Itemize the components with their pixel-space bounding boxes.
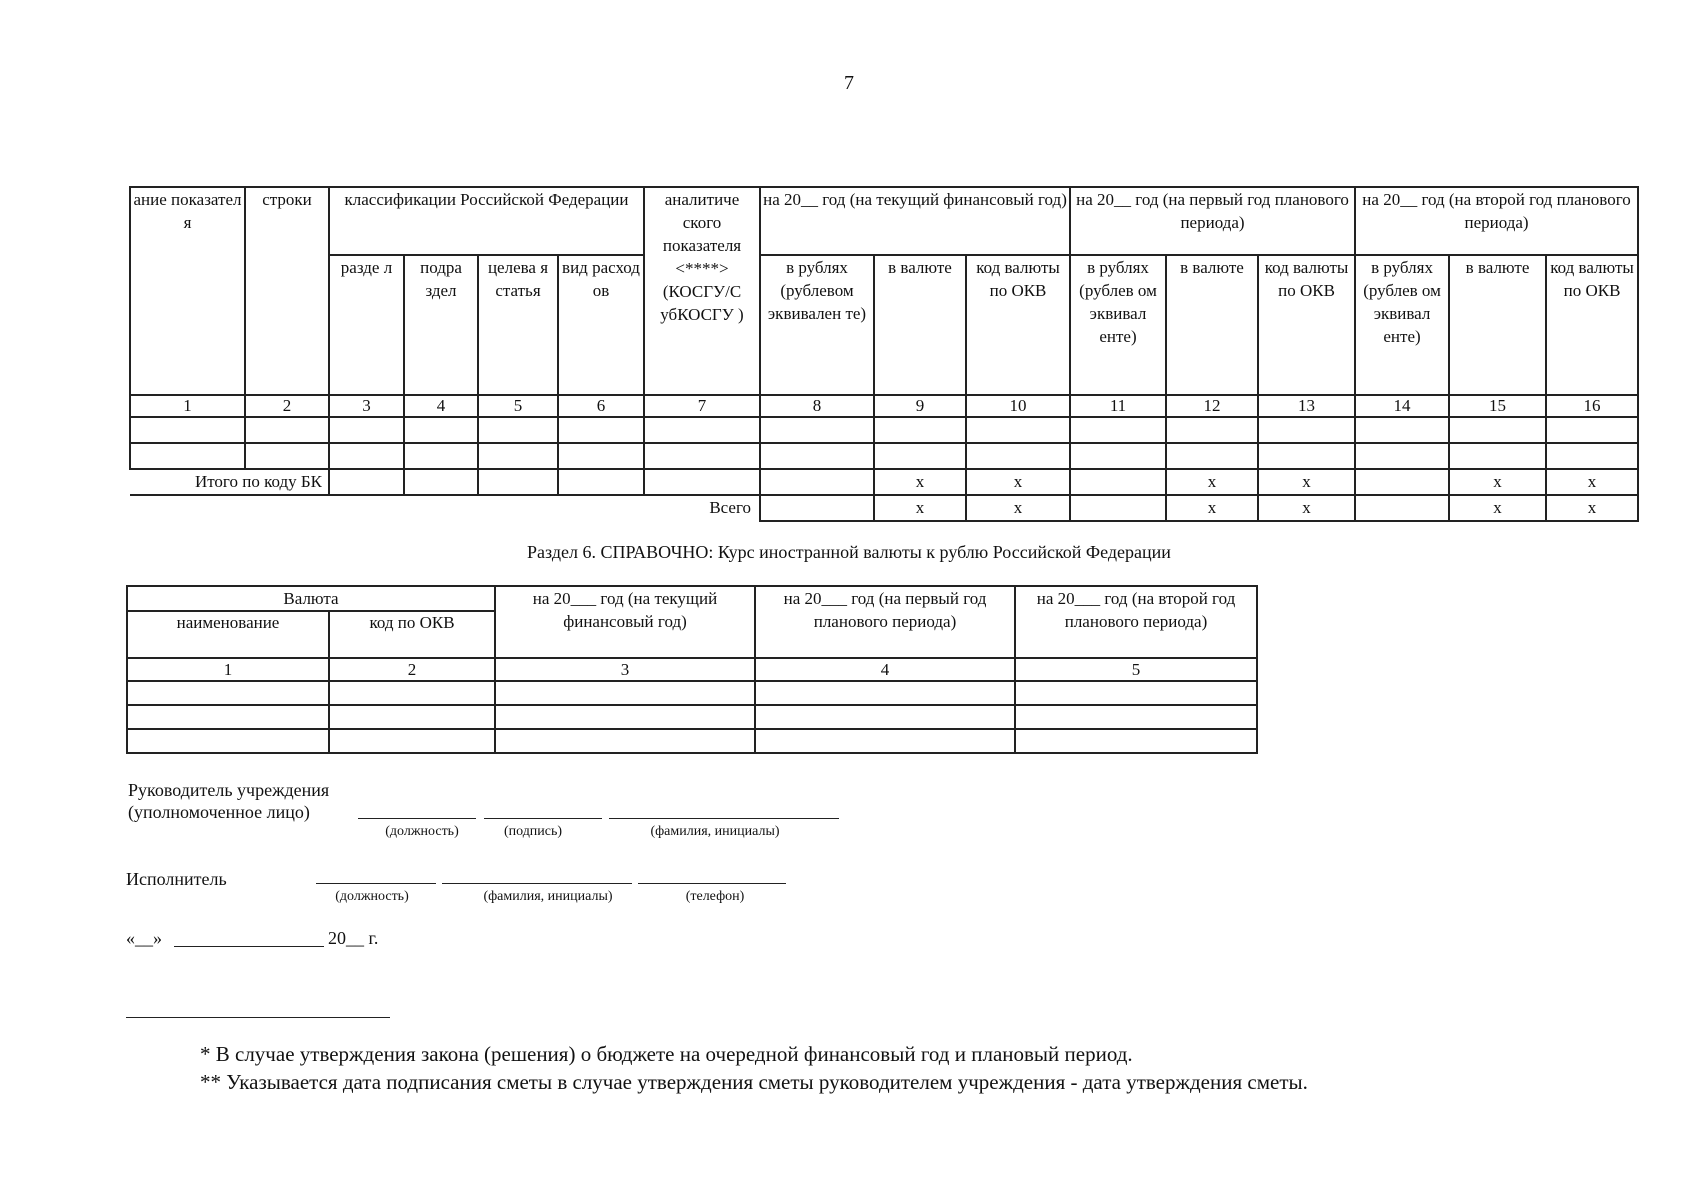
col-year1-header: на 20__ год (на текущий финансовый год) xyxy=(760,187,1070,255)
table-cell[interactable] xyxy=(1166,443,1258,469)
table-cell[interactable] xyxy=(755,729,1015,753)
table-cell[interactable] xyxy=(495,681,755,705)
col-indicator-name-header: ание показател я xyxy=(130,187,245,395)
table-cell[interactable] xyxy=(404,469,478,495)
column-number-row xyxy=(130,395,1638,417)
column-number-row xyxy=(127,658,1257,681)
table-cell[interactable] xyxy=(329,729,495,753)
table-cell[interactable] xyxy=(874,443,966,469)
table-cell[interactable] xyxy=(478,417,558,443)
table-cell[interactable] xyxy=(478,469,558,495)
x-mark: x xyxy=(1546,495,1638,521)
currency-name-header: наименование xyxy=(127,611,329,658)
table-cell[interactable] xyxy=(329,417,404,443)
table-cell[interactable] xyxy=(329,705,495,729)
table-cell[interactable] xyxy=(478,443,558,469)
footnote-2: ** Указывается дата подписания сметы в случае утверждения сметы руководителем учреждения - дата утверждения сметы. xyxy=(200,1070,1308,1094)
table-cell[interactable] xyxy=(558,469,644,495)
column-number: 11 xyxy=(1070,395,1166,417)
table-cell[interactable] xyxy=(760,469,874,495)
rate-year2-header: на 20___ год (на первый год планового периода) xyxy=(755,586,1015,658)
column-number: 16 xyxy=(1546,395,1638,417)
table-cell[interactable] xyxy=(1015,729,1257,753)
column-number: 14 xyxy=(1355,395,1449,417)
vsego-row xyxy=(130,495,1638,521)
executor-label: Исполнитель xyxy=(126,869,227,889)
rate-year1-header: на 20___ год (на текущий финансовый год) xyxy=(495,586,755,658)
footnote-1: * В случае утверждения закона (решения) о бюджете на очередной финансовый год и плановый период. xyxy=(200,1042,1133,1066)
table-cell[interactable] xyxy=(245,443,329,469)
executor-name-caption: (фамилия, инициалы) xyxy=(483,889,613,904)
table-cell[interactable] xyxy=(1449,443,1546,469)
date-day: «__» xyxy=(126,928,162,948)
column-number: 15 xyxy=(1449,395,1546,417)
column-number: 10 xyxy=(966,395,1070,417)
section6-title: Раздел 6. СПРАВОЧНО: Курс иностранной валюты к рублю Российской Федерации xyxy=(527,542,1171,562)
head-name-caption: (фамилия, инициалы) xyxy=(650,824,780,839)
head-label-line1: Руководитель учреждения xyxy=(128,780,330,800)
col-year1-rub-header: в рублях (рублевом эквивален те) xyxy=(760,255,874,395)
column-number: 5 xyxy=(1015,658,1257,681)
column-number: 2 xyxy=(329,658,495,681)
executor-phone-caption: (телефон) xyxy=(685,889,745,904)
table-cell[interactable] xyxy=(1070,443,1166,469)
col-analytic-header: аналитиче ского показателя <****> (КОСГУ/С убКОСГУ ) xyxy=(644,187,760,395)
table-cell[interactable] xyxy=(1070,417,1166,443)
table-cell[interactable] xyxy=(127,729,329,753)
col-year3-header: на 20__ год (на второй год планового периода) xyxy=(1355,187,1638,255)
col-classification-header: классификации Российской Федерации xyxy=(329,187,644,255)
column-number: 13 xyxy=(1258,395,1355,417)
col-year2-code-header: код валюты по ОКВ xyxy=(1258,255,1355,395)
column-number: 4 xyxy=(755,658,1015,681)
table-cell[interactable] xyxy=(1449,417,1546,443)
head-signature-caption: (подпись) xyxy=(503,824,563,839)
table-cell[interactable] xyxy=(404,443,478,469)
table-cell[interactable] xyxy=(329,469,404,495)
table-cell[interactable] xyxy=(495,705,755,729)
table-cell[interactable] xyxy=(558,443,644,469)
table-cell[interactable] xyxy=(127,705,329,729)
col-row-code-header: строки xyxy=(245,187,329,395)
currency-header: Валюта xyxy=(127,586,495,611)
x-mark: x xyxy=(1449,469,1546,495)
table-cell[interactable] xyxy=(644,443,760,469)
column-number: 3 xyxy=(495,658,755,681)
executor-position-line[interactable] xyxy=(316,883,436,884)
col-year1-currency-header: в валюте xyxy=(874,255,966,395)
table-cell[interactable] xyxy=(1166,417,1258,443)
head-label-line2: (уполномоченное лицо) xyxy=(128,802,310,822)
column-number: 4 xyxy=(404,395,478,417)
table-cell[interactable] xyxy=(1070,495,1166,521)
x-mark: x xyxy=(1546,469,1638,495)
date-month-line[interactable] xyxy=(174,946,324,947)
table-cell[interactable] xyxy=(644,417,760,443)
head-signature-line[interactable] xyxy=(484,818,602,819)
x-mark: x xyxy=(1449,495,1546,521)
column-number: 7 xyxy=(644,395,760,417)
table-cell[interactable] xyxy=(558,417,644,443)
table-cell[interactable] xyxy=(1258,417,1355,443)
table-cell[interactable] xyxy=(1546,443,1638,469)
executor-name-line[interactable] xyxy=(442,883,632,884)
table-row xyxy=(127,681,1257,705)
column-number: 1 xyxy=(127,658,329,681)
exchange-rate-table xyxy=(126,585,1258,754)
table-cell[interactable] xyxy=(1015,705,1257,729)
table-cell[interactable] xyxy=(1355,495,1449,521)
col-podrazdel-header: подра здел xyxy=(404,255,478,395)
itogo-label: Итого по коду БК xyxy=(194,472,322,491)
table-cell[interactable] xyxy=(755,681,1015,705)
table-cell[interactable] xyxy=(760,443,874,469)
table-cell[interactable] xyxy=(1015,681,1257,705)
column-number: 12 xyxy=(1166,395,1258,417)
table-cell[interactable] xyxy=(329,443,404,469)
table-cell[interactable] xyxy=(760,495,874,521)
x-mark: x xyxy=(1258,495,1355,521)
table-cell[interactable] xyxy=(127,681,329,705)
table-cell[interactable] xyxy=(495,729,755,753)
col-year3-code-header: код валюты по ОКВ xyxy=(1546,255,1638,395)
budget-estimate-table xyxy=(129,186,1639,522)
table-cell[interactable] xyxy=(755,705,1015,729)
table-cell[interactable] xyxy=(329,681,495,705)
rate-year3-header: на 20___ год (на второй год планового периода) xyxy=(1015,586,1257,658)
column-number: 6 xyxy=(558,395,644,417)
table-cell[interactable] xyxy=(245,417,329,443)
column-number: 8 xyxy=(760,395,874,417)
table-cell[interactable] xyxy=(966,443,1070,469)
table-cell[interactable] xyxy=(1258,443,1355,469)
column-number: 3 xyxy=(329,395,404,417)
table-cell[interactable] xyxy=(1355,469,1449,495)
table-row xyxy=(130,443,1638,469)
table-cell[interactable] xyxy=(644,469,760,495)
table-row xyxy=(127,729,1257,753)
table-cell[interactable] xyxy=(130,417,245,443)
column-number: 9 xyxy=(874,395,966,417)
table-cell[interactable] xyxy=(1355,417,1449,443)
col-target-article-header: целева я статья xyxy=(478,255,558,395)
col-year3-rub-header: в рублях (рублев ом эквивал енте) xyxy=(1355,255,1449,395)
date-year: 20__ г. xyxy=(328,928,379,948)
currency-code-header: код по ОКВ xyxy=(329,611,495,658)
column-number: 1 xyxy=(130,395,245,417)
table-cell[interactable] xyxy=(760,417,874,443)
head-position-caption: (должность) xyxy=(385,824,459,839)
column-number: 2 xyxy=(245,395,329,417)
vsego-label: Всего xyxy=(130,495,760,521)
x-mark: x xyxy=(966,495,1070,521)
executor-phone-line[interactable] xyxy=(638,883,786,884)
head-position-line[interactable] xyxy=(358,818,476,819)
col-year3-currency-header: в валюте xyxy=(1449,255,1546,395)
x-mark: x xyxy=(1258,469,1355,495)
table-cell[interactable] xyxy=(1070,469,1166,495)
table-cell[interactable] xyxy=(130,443,245,469)
table-row xyxy=(127,705,1257,729)
col-expense-type-header: вид расход ов xyxy=(558,255,644,395)
column-number: 5 xyxy=(478,395,558,417)
itogo-row xyxy=(130,469,1638,495)
x-mark: x xyxy=(874,495,966,521)
col-year2-header: на 20__ год (на первый год планового периода) xyxy=(1070,187,1355,255)
page-number: 7 xyxy=(844,72,854,94)
table-cell[interactable] xyxy=(966,417,1070,443)
col-year2-currency-header: в валюте xyxy=(1166,255,1258,395)
table-cell[interactable] xyxy=(874,417,966,443)
table-cell[interactable] xyxy=(404,417,478,443)
x-mark: x xyxy=(1166,469,1258,495)
col-year1-code-header: код валюты по ОКВ xyxy=(966,255,1070,395)
col-year2-rub-header: в рублях (рублев ом эквивал енте) xyxy=(1070,255,1166,395)
executor-position-caption: (должность) xyxy=(335,889,409,904)
head-name-line[interactable] xyxy=(609,818,839,819)
x-mark: x xyxy=(966,469,1070,495)
table-cell[interactable] xyxy=(1355,443,1449,469)
x-mark: x xyxy=(874,469,966,495)
table-row xyxy=(130,417,1638,443)
table-cell[interactable] xyxy=(1546,417,1638,443)
col-razdel-header: разде л xyxy=(329,255,404,395)
footnote-separator xyxy=(126,1017,390,1018)
x-mark: x xyxy=(1166,495,1258,521)
